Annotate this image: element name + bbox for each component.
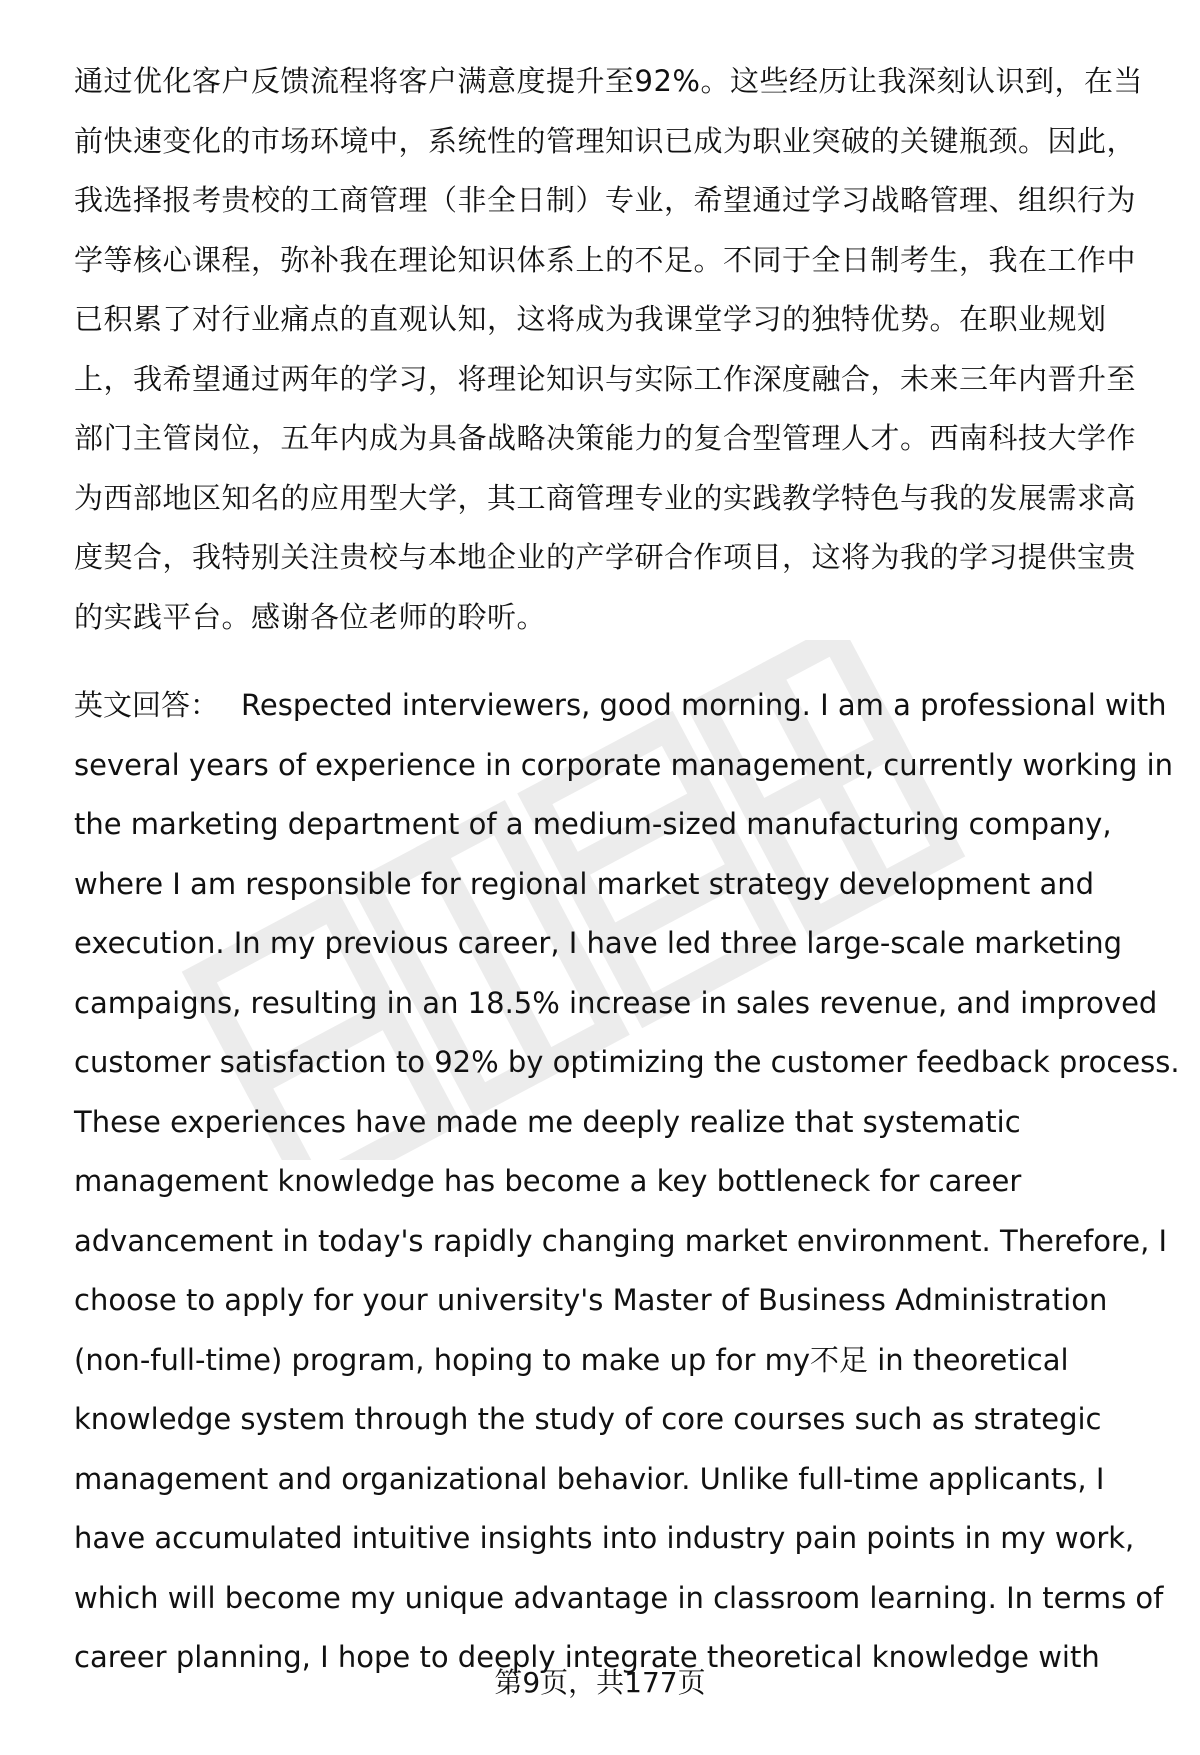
- text-line: choose to apply for your university's Master of Business Administration: [74, 1283, 1108, 1317]
- text-line: have accumulated intuitive insights into industry pain points in my work,: [74, 1521, 1135, 1555]
- text-line: 部门主管岗位，五年内成为具备战略决策能力的复合型管理人才。西南科技大学作: [74, 421, 1137, 455]
- text-line-first: [74, 676, 1167, 736]
- text-line: customer satisfaction to 92% by optimizing the customer feedback process.: [74, 1045, 1180, 1079]
- text-line: 的实践平台。感谢各位老师的聆听。: [74, 599, 547, 634]
- english-answer-paragraph: [74, 676, 1180, 1688]
- text-line: 上，我希望通过两年的学习，将理论知识与实际工作深度融合，未来三年内晋升至: [74, 361, 1137, 396]
- text-line: where I am responsible for regional market strategy development and: [74, 866, 1094, 901]
- text-line-content: Respected interviewers, good morning. I am a professional with: [241, 688, 1167, 722]
- text-line: 度契合，我特别关注贵校与本地企业的产学研合作项目，这将为我的学习提供宝贵: [74, 540, 1137, 574]
- text-line: (non-full-time) program, hoping to make up for my不足 in theoretical: [74, 1342, 1069, 1377]
- text-line: 为西部地区知名的应用型大学，其工商管理专业的实践教学特色与我的发展需求高: [74, 480, 1137, 515]
- text-line: which will become my unique advantage in classroom learning. In terms of: [74, 1580, 1164, 1615]
- text-line: the marketing department of a medium-sized manufacturing company,: [74, 807, 1112, 841]
- text-line: These experiences have made me deeply realize that systematic: [74, 1104, 1021, 1139]
- english-answer-label: 英文回答：: [74, 688, 220, 722]
- text-line: 前快速变化的市场环境中，系统性的管理知识已成为职业突破的关键瓶颈。因此，: [74, 123, 1137, 158]
- text-line: 已积累了对行业痛点的直观认知，这将成为我课堂学习的独特优势。在职业规划: [74, 302, 1107, 336]
- text-line: execution. In my previous career, I have led three large-scale marketing: [74, 926, 1123, 960]
- text-line: advancement in today's rapidly changing market environment. Therefore, I: [74, 1223, 1168, 1258]
- text-line: career planning, I hope to deeply integrate theoretical knowledge with: [74, 1640, 1100, 1674]
- text-line: 通过优化客户反馈流程将客户满意度提升至92%。这些经历让我深刻认识到，在当: [74, 64, 1143, 98]
- text-line: knowledge system through the study of core courses such as strategic: [74, 1402, 1102, 1436]
- text-line: 我选择报考贵校的工商管理（非全日制）专业，希望通过学习战略管理、组织行为: [74, 183, 1137, 217]
- text-line: 学等核心课程，弥补我在理论知识体系上的不足。不同于全日制考生，我在工作中: [74, 242, 1137, 277]
- page-number-footer: 第9页，共177页: [494, 1666, 706, 1699]
- chinese-answer-paragraph: [74, 52, 1154, 647]
- text-line: management knowledge has become a key bottleneck for career: [74, 1164, 1022, 1198]
- text-line: management and organizational behavior. Unlike full-time applicants, I: [74, 1461, 1105, 1496]
- text-line: several years of experience in corporate management, currently working in: [74, 747, 1174, 782]
- text-line: campaigns, resulting in an 18.5% increase in sales revenue, and improved: [74, 985, 1158, 1020]
